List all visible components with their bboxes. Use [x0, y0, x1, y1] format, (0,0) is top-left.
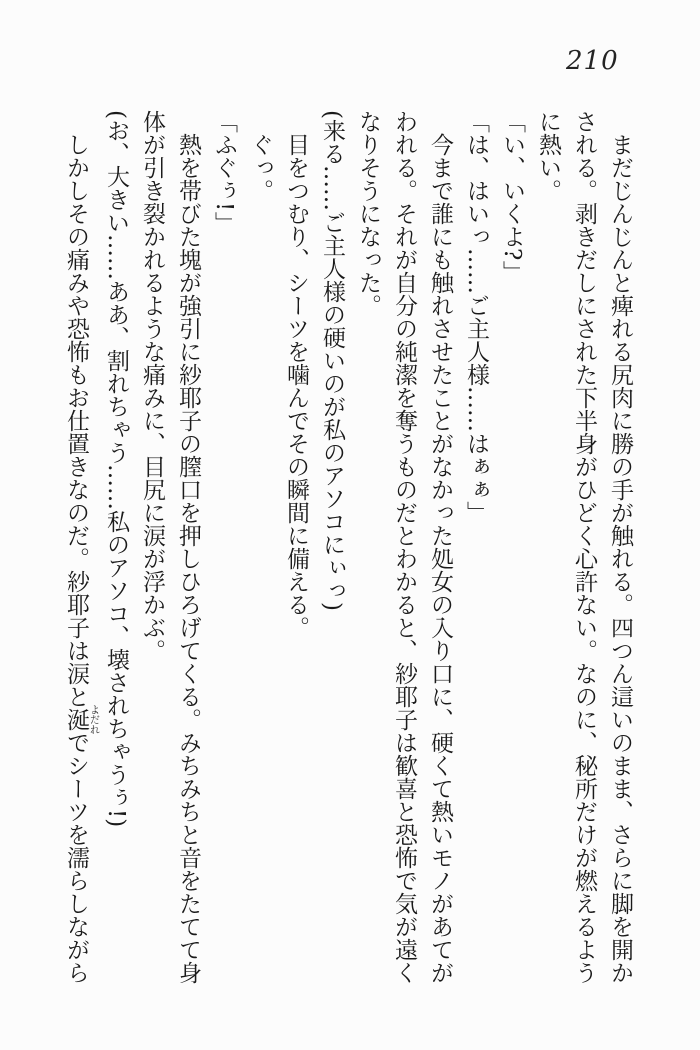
paragraph: 目をつむり、シーツを噛んでその瞬間に備える。 — [283, 133, 309, 639]
paragraph: (お、大きい……ああ、割れちゃう……私のアソコ、壊されちゃうぅ!) — [103, 110, 129, 828]
paragraph: 「は、はいっ……ご主人様……はぁぁ」 — [463, 110, 489, 524]
page-number: 210 — [566, 46, 619, 76]
page-text — [58, 110, 638, 984]
ruby-annotated-word: 涎よだれ — [63, 704, 99, 735]
paragraph: ぐっ。 — [247, 133, 273, 202]
paragraph: しかしその痛みや恐怖もお仕置きなのだ。紗耶子は涙と涎よだれでシーツを濡らしながら — [63, 133, 99, 984]
paragraph: 今まで誰にも触れさせたことがなかった処女の入り口に、硬くて熱いモノがあてがわれる。それが自分の純潔を奪うものだとわかると、紗耶子は歓喜と恐怖で気が遠くなりそうになった。 — [355, 110, 453, 984]
paragraph: 「ふぐぅ!」 — [211, 110, 237, 235]
furigana: よだれ — [87, 704, 99, 735]
paragraph: (来る……ご主人様の硬いのが私のアソコにぃっ) — [319, 110, 345, 611]
paragraph: まだじんじんと痺れる尻肉に勝の手が触れる。四つん這いのまま、さらに脚を開かされる。剥きだしにされた下半身がひどく心許ない。なのに、秘所だけが燃えるように熱い。 — [535, 110, 633, 984]
paragraph: 「い、いくよ?」 — [499, 110, 525, 284]
paragraph: 熱を帯びた塊が強引に紗耶子の膣口を押しひろげてくる。みちみちと音をたてて身体が引き裂かれるような痛みに、目尻に涙が浮かぶ。 — [139, 110, 201, 984]
